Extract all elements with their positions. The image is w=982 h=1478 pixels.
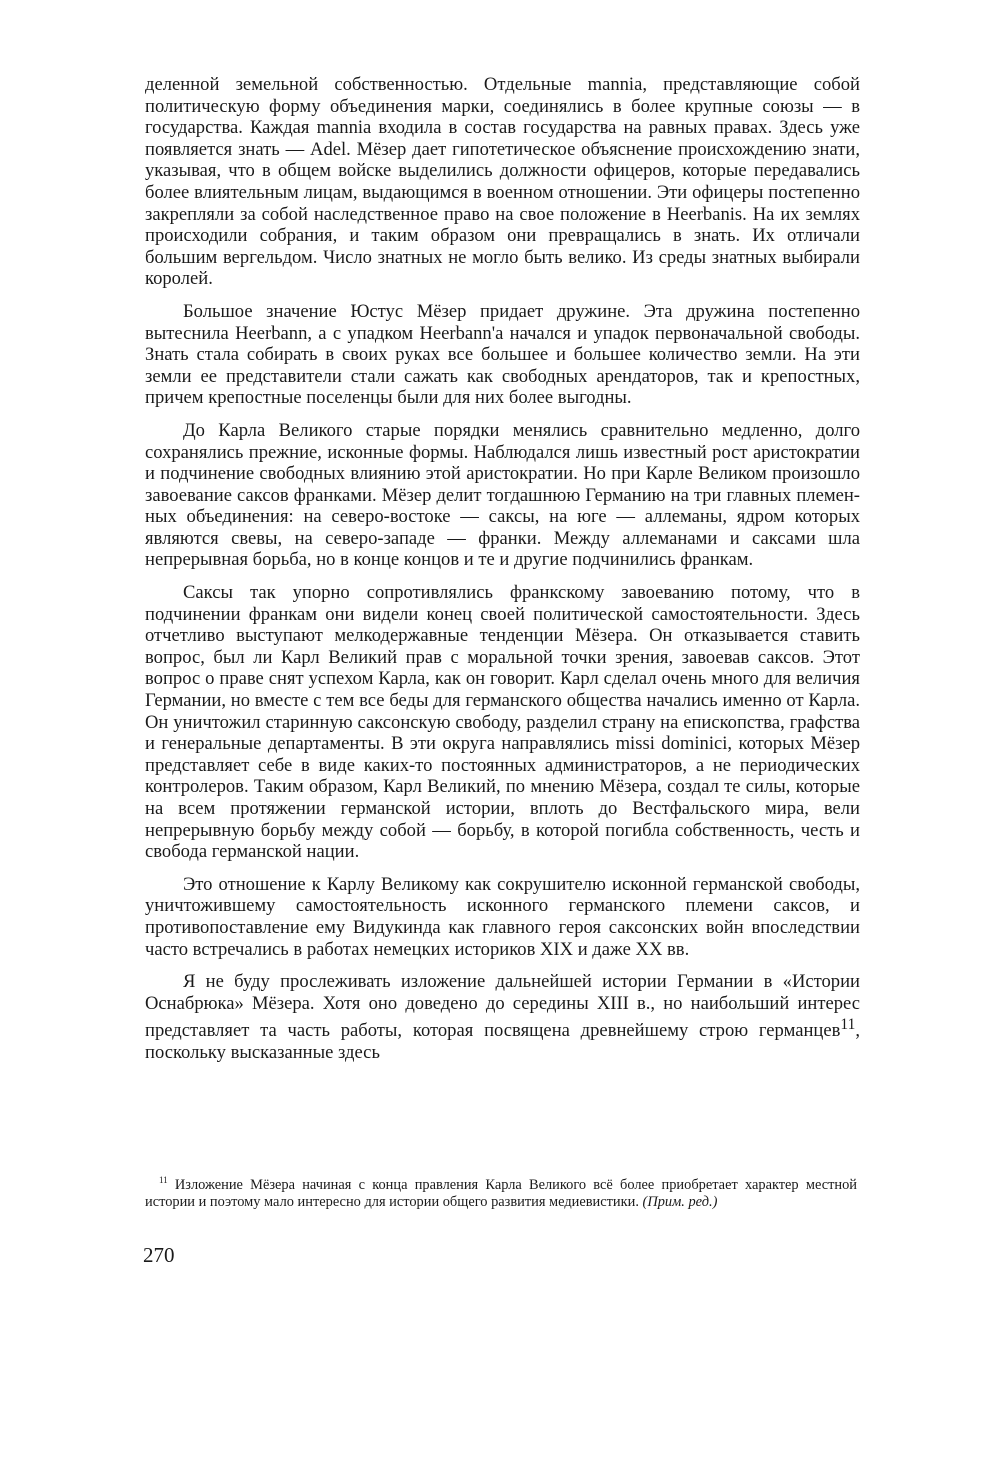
main-text [145, 74, 860, 1075]
footnote-text: Изложение Мёзера начиная с конца правления Карла Великого всё более приобретает характер местной истории и поэтому мало интересно для истории общего развития медиевистики. [145, 1176, 857, 1210]
footnote-number: 11 [159, 1175, 168, 1185]
paragraph-6-text: Я не буду прослеживать изложение дальнейшей истории Германии в «Истории Оснабрюка» Мёзера. Хотя оно доведено до середины XIII в., но наибольший интерес представляет та часть работы, которая посвящена древнейшему строю германцев [145, 971, 860, 1042]
paragraph-1: деленной земельной собственностью. Отдельные mannia, представляющие собой политическую форму объединения марки, соединялись в более крупные союзы — в государства. Каждая mannia входила в состав государства на равных правах. Здесь уже появляется знать — Adel. Мёзер дает гипотетическое объяснение происхождению знати, указывая, что в общем войске выделились должности офицеров, которые передавались более влиятельным лицам, выдающимся в военном отношении. Эти офицеры постепенно закрепляли за собой наследственное право на свое положение в Heerbanis. На их землях происходили собрания, и таким образом они превращались в знать. Их отличали большим вергельдом. Число знатных не могло быть велико. Из среды знатных выбирали королей. [145, 74, 860, 290]
footnote [145, 1172, 857, 1211]
paragraph-6-tail: , поскольку высказанные здесь [145, 1020, 860, 1064]
paragraph-3: До Карла Великого старые порядки менялись сравнительно медленно, долго сохранялись прежние, исконные формы. Наблюдался лишь известный рост аристократии и подчинение свободных влиянию этой аристократии. Но при Карле Великом произошло завоевание саксов франками. Мёзер делит тогдашнюю Германию на три главных племенных объединения: на северо-востоке — саксы, на юге — аллеманы, ядром которых являются свевы, на северо-западе — франки. Между аллеманами и саксами шла непрерывная борьба, но в конце концов и те и другие подчинились франкам. [145, 419, 860, 571]
paragraph-5: Это отношение к Карлу Великому как сокрушителю исконной германской свободы, уничтожившему самостоятельность исконного германского племени саксов, и противопоставление ему Видукинда как главного героя саксонских войн впоследствии часто встречались в работах немецких историков XIX и даже XX вв. [145, 873, 860, 960]
footnote-reference[interactable]: 11 [840, 1016, 856, 1034]
footnote-editor-note: (Прим. ред.) [642, 1193, 718, 1210]
page-number: 270 [143, 1243, 175, 1267]
paragraph-6 [145, 971, 860, 1064]
paragraph-4: Саксы так упорно сопротивлялись франкскому завоеванию потому, что в подчинении франкам они видели конец своей политической самостоятельности. Здесь отчетливо выступают мелкодержавные тенденции Мёзера. Он отказывается ставить вопрос, был ли Карл Великий прав с моральной точки зрения, завоевав саксов. Этот вопрос о праве снят успехом Карла, как он говорит. Карл сделал очень много для величия Германии, но вместе с тем все беды для германского общества начались именно от Карла. Он уничтожил старинную саксонскую свободу, разделил страну на епископства, графства и генеральные департаменты. В эти округа направлялись missi dominici, которых Мёзер представляет себе в виде каких-то постоянных администраторов, а не периодических контролеров. Таким образом, Карл Великий, по мнению Мёзера, создал те силы, которые на всем протяжении германской истории, вплоть до Вестфальского мира, вели непрерывную борьбу между собой — борьбу, в которой погибла собственность, честь и свобода германской нации. [145, 582, 860, 863]
paragraph-2: Большое значение Юстус Мёзер придает дружине. Эта дружина постепенно вытеснила Heerbann, а с упадком Heerbann'а начался и упадок первоначальной свободы. Знать стала собирать в своих руках все большее и большее количество земли. На эти земли ее представители стали сажать как свободных арендаторов, так и крепостных, причем крепостные поселенцы были для них более выгодны. [145, 300, 860, 409]
